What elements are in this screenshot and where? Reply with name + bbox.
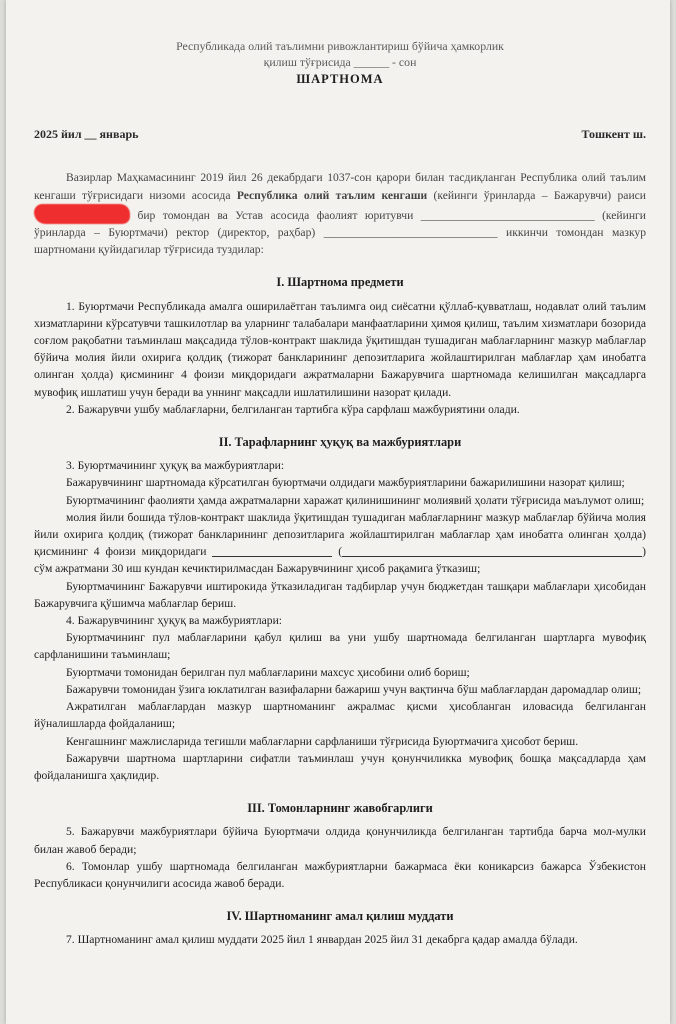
clause-3c: молия йили бошида тўлов-контракт шаклида ўқитишдан тушадиган маблағларнинг мазкур маблағлар бўйича молия йили охирига қолдиқ (тижорат банкларининг депозитларига жойлаштирилган маблағлар ҳам инобатга олинган ҳолда) қисмининг 4 фоизи миқдоридаги ( ) сўм ажратмани 30 иш кундан кечиктирилмасдан Бажарувчининг ҳисоб рақамига ўтказиш; xyxy=(34,510,647,576)
intro-part-1: Вазирлар Маҳкамасининг 2019 йил 26 декабрдаги 1037-сон қарори билан тасдиқланган Республика олий таълим кенгаши тўғрисидаги низоми асосида xyxy=(34,171,646,202)
contract-date: 2025 йил __ январь xyxy=(34,127,139,142)
header-line-2: қилиш тўғрисида ______ - сон xyxy=(263,55,417,69)
section-1-title: I. Шартнома предмети xyxy=(276,275,404,290)
amount-blank xyxy=(212,544,332,557)
intro-paragraph xyxy=(34,169,646,258)
document-title: ШАРТНОМА xyxy=(296,72,384,86)
clause-4e: Кенгашнинг мажлисларида тегишли маблағларни сарфланиши тўғрисида Буюртмачига ҳисобот бериш. xyxy=(66,734,579,748)
clause-3c-part-2: ) сўм ажратмани 30 иш кундан кечиктирилмасдан Бажарувчининг ҳисоб рақамига ўтказиш; xyxy=(34,545,647,576)
clause-4b: Буюртмачи томонидан берилган пул маблағларини махсус ҳисобини олиб бориш; xyxy=(66,665,470,679)
clause-3a: Бажарувчининг шартномада кўрсатилган буюртмачи олдидаги мажбуриятларини бажарилишини назорат қилиш; xyxy=(66,476,625,490)
clause-4f: Бажарувчи шартнома шартларини сифатли таъминлаш учун қонунчиликка мувофиқ бошқа мақсадларда ҳам фойдаланишга ҳақлидир. xyxy=(34,751,646,782)
clause-7: 7. Шартноманинг амал қилиш муддати 2025 йил 1 январдан 2025 йил 31 декабрга қадар амалда бўлади. xyxy=(66,933,578,947)
intro-part-3: бир томондан ва Устав асосида фаолият юритувчи ______________________________ (кейинги ўринларда – Буюртмачи) ректор (директор, раҳбар) ______________________________ иккинчи томондан мазкур шартномани қуйидагилар тўғрисида туздилар: xyxy=(34,208,646,257)
clause-4a: Буюртмачининг пул маблағларини қабул қилиш ва уни ушбу шартномада белгиланган шартларга мувофиқ сарфланишини таъминлаш; xyxy=(34,631,646,662)
clause-6: 6. Томонлар ушбу шартномада белгиланган мажбуриятларни бажармаса ёки коникарсиз бажарса Ўзбекистон Республикаси қонунчилиги асосида жавоб беради. xyxy=(34,859,646,890)
document-page xyxy=(6,0,670,1024)
document-content xyxy=(34,38,646,949)
clause-5: 5. Бажарувчи мажбуриятлари бўйича Буюртмачи олдида қонунчиликда белгиланган тартибда барча мол-мулки билан жавоб беради; xyxy=(34,825,646,856)
clause-2: 2. Бажарувчи ушбу маблағларни, белгиланган тартибга кўра сарфлаш мажбуриятини олади. xyxy=(66,402,520,416)
header-line-1: Республикада олий таълимни ривожлантириш бўйича ҳамкорлик xyxy=(176,39,504,53)
intro-part-2: (кейинги ўринларда – Бажарувчи) раиси xyxy=(433,188,646,202)
redaction-mark xyxy=(34,204,130,224)
clause-3: 3. Буюртмачининг ҳуқуқ ва мажбуриятлари: xyxy=(66,459,285,473)
intro-bold-party: Республика олий таълим кенгаши xyxy=(236,188,428,202)
clause-4c: Бажарувчи томонидан ўзига юклатилган вазифаларни бажариш учун вақтинча бўш маблағлардан даромадлар олиш; xyxy=(66,682,642,696)
clause-4d: Ажратилган маблағлардан мазкур шартноманинг ажралмас қисми ҳисобланган иловасида белгиланган йўналишларда фойдаланиш; xyxy=(34,700,646,731)
section-3-title: III. Томонларнинг жавобгарлиги xyxy=(247,801,433,816)
amount-words-blank xyxy=(342,544,642,557)
clause-1: 1. Буюртмачи Республикада амалга оширилаётган таълимга оид сиёсатни қўллаб-қувватлаш, нодавлат олий таълим хизматларини кўрсатувчи ташкилотлар ва уларнинг талабалари манфаатларини ҳимоя қилиш, таълим хизматлари бозорида соғлом рақобатни таъминлаш мақсадида тўлов-контракт шаклида ўқитишдан тушадиган маблағларнинг мазкур маблағлар бўйича молия йили охирига қолдиқ (тижорат банкларининг депозитларига жойлаштирилган маблағлар ҳам инобатга олинган ҳолда) қисмининг 4 фоизи миқдоридаги ажратмаларни Бажарувчига шартномада келишилган мақсадларга мувофиқ ишлатиш учун беради ва уннинг мақсадли ишлатилишини назорат қилади. xyxy=(34,299,646,399)
clause-3c-part-1: молия йили бошида тўлов-контракт шаклида ўқитишдан тушадиган маблағларнинг мазкур маблағлар бўйича молия йили охирига қолдиқ (тижорат банкларининг депозитларига жойлаштирилган маблағлар ҳам инобатга олинган ҳолда) қисмининг 4 фоизи миқдоридаги xyxy=(34,510,646,559)
contract-city: Тошкент ш. xyxy=(581,127,646,142)
clause-4: 4. Бажарувчининг ҳуқуқ ва мажбуриятлари: xyxy=(66,614,283,628)
clause-3d: Буюртмачининг Бажарувчи иштирокида ўтказиладиган тадбирлар учун бюджетдан ташқари маблағлари ҳисобидан Бажарувчига қўшимча маблағлар бериш. xyxy=(34,579,646,610)
clause-3b: Буюртмачининг фаолияти ҳамда ажратмаларни харажат қилинишининг молиявий ҳолати тўғрисида маълумот олиш; xyxy=(66,493,645,507)
section-2-title: II. Тарафларнинг ҳуқуқ ва мажбуриятлари xyxy=(218,435,462,450)
date-city-row xyxy=(34,126,646,143)
section-4-title: IV. Шартноманинг амал қилиш муддати xyxy=(226,909,454,924)
